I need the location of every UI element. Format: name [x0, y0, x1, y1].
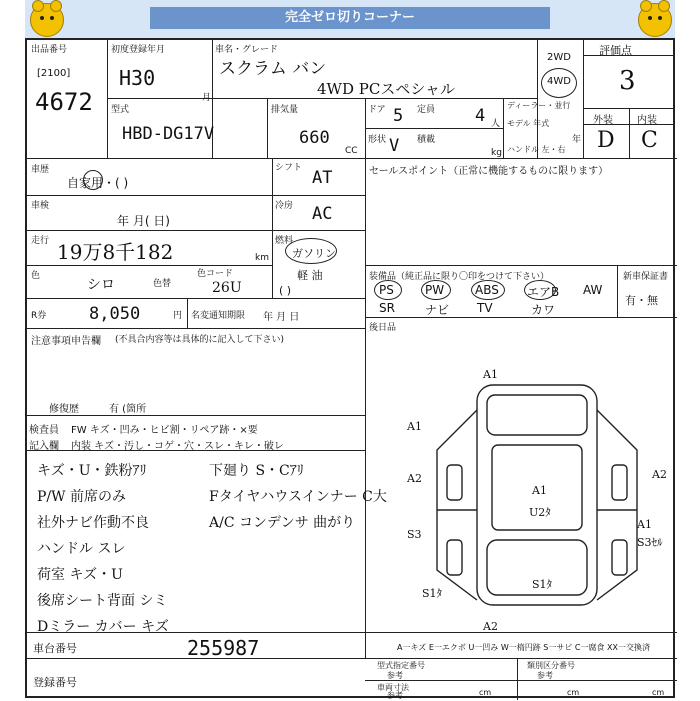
footer-ref-3: 参考	[387, 691, 403, 700]
shape-value: V	[389, 136, 400, 156]
car-grade: 4WD PCスペシャル	[317, 80, 456, 98]
lot-sub: [2100]	[37, 68, 71, 79]
yen-unit: 円	[173, 311, 183, 321]
mark-11: S1ﾀ	[532, 578, 553, 591]
footer-size-label: 車両寸法	[377, 683, 409, 692]
mark-3: A2	[652, 468, 667, 481]
ps-circle	[374, 280, 402, 300]
tax-label: 名変通知期限	[191, 311, 246, 321]
remark-right-2: Fタイヤハウスインナー C大	[209, 489, 387, 505]
equip-ps: PS	[379, 283, 394, 297]
inspection-value: 年 月( 日)	[117, 214, 170, 228]
ac-label: 冷房	[275, 201, 294, 211]
mascot-left-icon	[30, 3, 64, 37]
int-value: C	[641, 128, 658, 153]
inspection-label: 車検	[31, 201, 50, 211]
year-unit: 年	[572, 135, 582, 145]
seats-value: 4	[475, 106, 486, 126]
dealer-label: ディーラー・並行	[507, 101, 571, 110]
first-reg-value: H30	[119, 66, 156, 90]
history-label: 車歴	[31, 165, 50, 175]
colorcode-label: 色コード	[197, 269, 234, 279]
color-label: 色	[31, 271, 41, 281]
km-unit: km	[255, 253, 269, 263]
equip-sr: SR	[379, 301, 395, 315]
equip-leather: カワ	[531, 303, 556, 317]
history-value: 自家用・( )	[67, 176, 129, 190]
auction-sheet	[25, 38, 675, 698]
abs-circle	[471, 280, 505, 300]
sales-label: セールスポイント（正常に機能するものに限ります）	[369, 166, 609, 177]
colorcode-value: 26U	[212, 280, 242, 296]
chassis-label: 車台番号	[33, 642, 77, 655]
pw-circle	[421, 280, 451, 300]
cm-unit-2: cm	[567, 688, 580, 697]
remark-left-7: Dミラー カバー キズ	[37, 619, 169, 635]
remark-left-5: 荷室 キズ・U	[37, 567, 123, 583]
cm-unit-3: cm	[652, 688, 665, 697]
lot-label: 出品番号	[31, 45, 68, 55]
footer-class-label: 類別区分番号	[527, 661, 575, 670]
notes-sub: (不具合内容等は具体的に記入して下さい)	[115, 335, 285, 345]
equip-airbag: エアB	[527, 285, 560, 299]
mileage-value: 19万8千182	[57, 240, 174, 264]
mark-2: A2	[407, 472, 422, 485]
car-name-label: 車名・グレード	[215, 45, 279, 55]
footer-ref-1: 参考	[387, 671, 403, 680]
ext-value: D	[597, 128, 615, 153]
reg-label: 登録番号	[33, 676, 77, 689]
price-value: 8,050	[89, 304, 141, 324]
drive-label: 2WD	[547, 52, 571, 63]
person-unit: 人	[491, 119, 501, 129]
fuel-label: 燃料	[275, 236, 294, 246]
fuel-gas: ガソリン	[292, 247, 336, 260]
mileage-label: 走行	[31, 236, 50, 246]
equip-label: 装備品（純正品に限り〇印をつけて下さい）	[369, 272, 550, 282]
shift-label: シフト	[275, 163, 303, 173]
remark-left-2: P/W 前席のみ	[37, 489, 126, 505]
check1-label: 検査員	[29, 425, 59, 436]
mark-7: U2ﾀ	[529, 506, 551, 519]
equip-pw: PW	[425, 283, 445, 297]
int-label: 内装	[637, 115, 657, 126]
airbag-circle	[524, 280, 556, 300]
mark-8: A1	[407, 420, 422, 433]
ac-value: AC	[312, 204, 333, 224]
model-value: HBD-DG17V	[122, 124, 215, 144]
price-label: R券	[31, 311, 47, 321]
shape-label: 形状	[368, 135, 387, 145]
chassis-number: 255987	[187, 636, 260, 660]
equip-navi: ナビ	[425, 303, 450, 317]
kg-unit: kg	[491, 148, 502, 158]
mark-5: A1	[532, 484, 547, 497]
repair-value: 有 (箇所	[109, 404, 147, 415]
equip-tv: TV	[477, 301, 493, 315]
ext-label: 外装	[593, 115, 613, 126]
load-label: 積載	[417, 135, 436, 145]
mark-1: A1	[483, 368, 498, 381]
car-name: スクラム バン	[219, 59, 327, 79]
footer-ref-2: 参考	[537, 671, 553, 680]
grade-value: 3	[619, 66, 636, 96]
mark-10: S1ﾀ	[422, 587, 443, 600]
shift-value: AT	[312, 168, 333, 188]
cm-unit-1: cm	[479, 688, 492, 697]
mascot-right-icon	[638, 3, 672, 37]
seats-label: 定員	[417, 105, 436, 115]
color-value: シロ	[87, 277, 115, 293]
footer-model-label: 型式指定番号	[377, 661, 425, 670]
rear-label: 後日品	[369, 323, 397, 333]
equip-aw: AW	[583, 283, 603, 297]
lot-number: 4672	[35, 88, 93, 116]
check2-label: 記入欄	[29, 441, 59, 452]
warranty-label: 新車保証書	[623, 272, 669, 282]
handle-label: ハンドル 左・右	[507, 145, 566, 154]
first-reg-label: 初度登録年月	[111, 45, 166, 55]
repair-label: 修復歴	[49, 404, 79, 415]
equip-abs: ABS	[475, 283, 499, 297]
check1-value: FW キズ・凹み・ヒビ割・リペア跡・×要	[71, 425, 258, 436]
model-label: 型式	[111, 105, 130, 115]
colorchange-label: 色替	[153, 279, 172, 289]
tax-value: 年 月 日	[263, 312, 300, 323]
model-year-label: モデル 年式	[507, 119, 550, 128]
remark-right-1: 下廻り S・Cｱﾘ	[209, 463, 304, 479]
doors-label: ドア	[368, 105, 386, 115]
notes-label: 注意事項申告欄	[31, 336, 101, 347]
mark-6: A1	[637, 518, 652, 531]
fuel-paren: ( )	[279, 284, 292, 297]
check2-value: 内装 キズ・汚し・コゲ・穴・スレ・キレ・破レ	[71, 441, 284, 452]
remark-left-4: ハンドル スレ	[37, 541, 126, 557]
month-unit: 月	[202, 93, 212, 103]
disp-label: 排気量	[271, 105, 299, 115]
drive-value: 4WD	[547, 76, 571, 87]
warranty-value: 有・無	[625, 294, 658, 307]
mark-12: A2	[483, 620, 498, 633]
mark-4: S3	[407, 528, 422, 541]
remark-left-1: キズ・U・鉄粉ｱﾘ	[37, 463, 147, 479]
remark-left-6: 後席シート背面 シミ	[37, 593, 168, 609]
fuel-diesel: 軽 油	[297, 269, 323, 282]
mark-9: S3ｾﾙ	[637, 536, 663, 549]
grade-label: 評価点	[599, 44, 632, 57]
disp-value: 660	[299, 128, 330, 148]
remark-left-3: 社外ナビ作動不良	[37, 515, 149, 531]
doors-value: 5	[393, 106, 404, 126]
cc-unit: CC	[345, 146, 358, 156]
legend: A一キズ E一エクボ U一凹み W一楕円跡 S一サビ C一腐食 XX一交換済	[397, 643, 651, 652]
page-title: 完全ゼロ切りコーナー	[150, 7, 550, 29]
remark-right-3: A/C コンデンサ 曲がり	[209, 515, 356, 531]
